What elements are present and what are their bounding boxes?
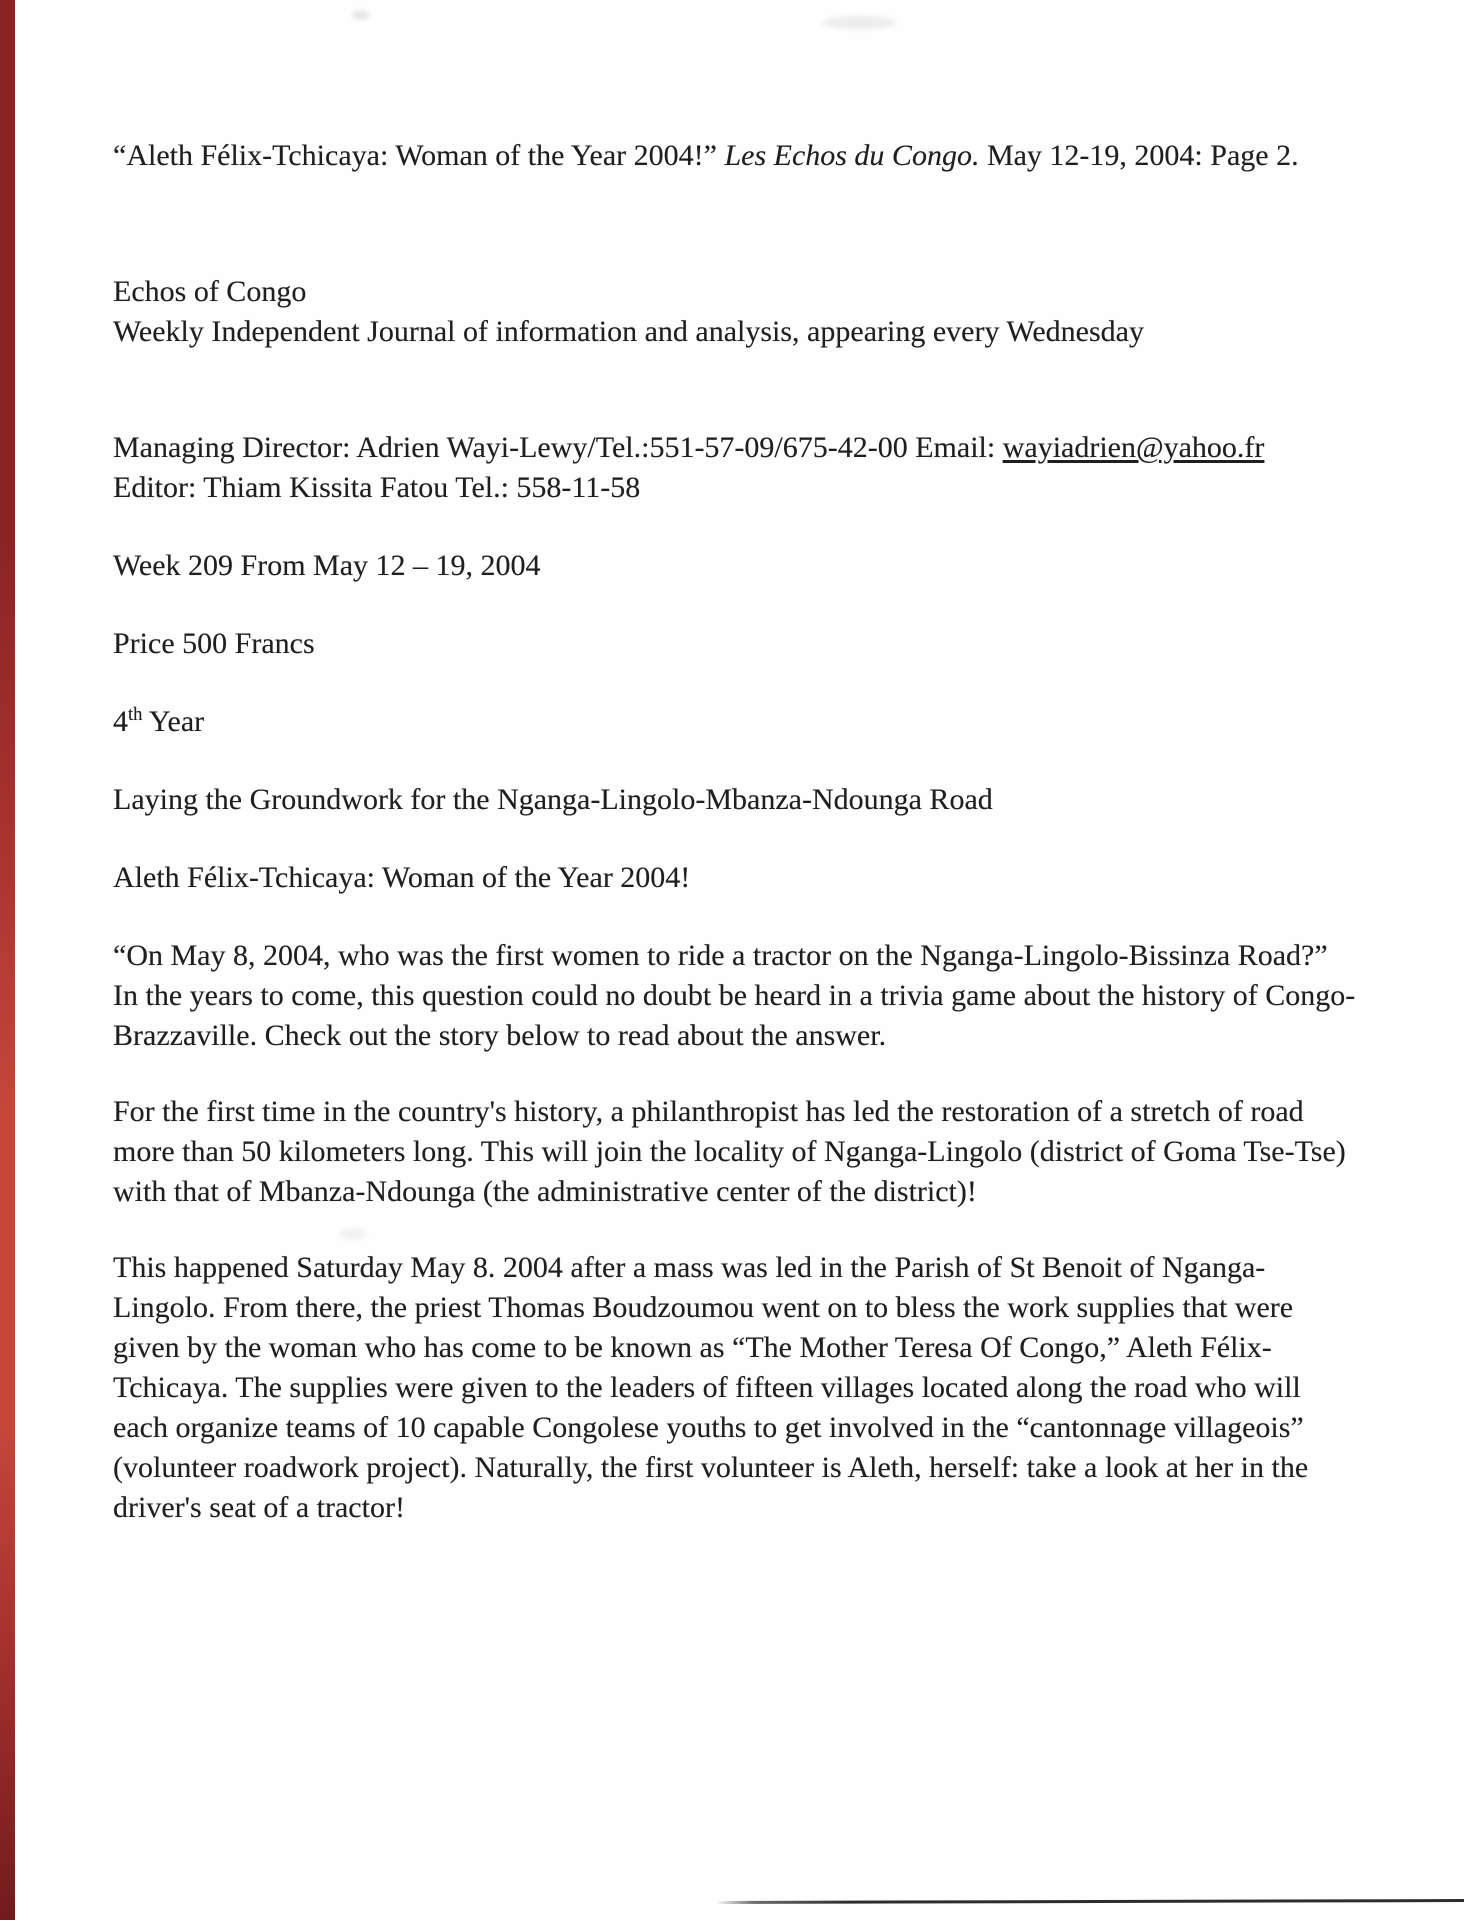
paragraph-line: Tchicaya. The supplies were given to the leaders of fifteen villages located along the road who will	[113, 1371, 1301, 1404]
citation-source-italic: Les Echos du Congo.	[724, 139, 980, 172]
managing-director-label: Managing Director: Adrien Wayi-Lewy/Tel.:551-57-09/675-42-00 Email:	[113, 431, 1003, 464]
year-word: Year	[142, 705, 205, 738]
article-paragraphs	[113, 936, 1393, 1528]
paragraph-line: given by the woman who has come to be known as “The Mother Teresa Of Congo,” Aleth Félix-	[113, 1331, 1272, 1364]
document-content	[113, 136, 1393, 1528]
road-headline: Laying the Groundwork for the Nganga-Lingolo-Mbanza-Ndounga Road	[113, 783, 993, 816]
paragraph-line: “On May 8, 2004, who was the first women to ride a tractor on the Nganga-Lingolo-Bissinza Road?”	[113, 939, 1328, 972]
citation-quoted-title: “Aleth Félix-Tchicaya: Woman of the Year 2004!”	[113, 139, 725, 172]
paragraph-line: (volunteer roadwork project). Naturally, the first volunteer is Aleth, herself: take a look at her in the	[113, 1451, 1309, 1484]
paragraph-line: This happened Saturday May 8. 2004 after a mass was led in the Parish of St Benoit of Nganga-	[113, 1251, 1266, 1284]
bottom-horizontal-rule	[716, 1899, 1464, 1904]
paragraph-line: In the years to come, this question could no doubt be heard in a trivia game about the history of Congo-	[113, 979, 1356, 1012]
scan-edge-red-strip	[0, 0, 15, 1920]
article-paragraph	[113, 936, 1393, 1056]
citation-line	[113, 136, 1393, 176]
staff-block	[113, 428, 1393, 508]
year-ordinal-suffix: th	[128, 704, 143, 725]
article-paragraph	[113, 1092, 1393, 1212]
year-line	[113, 702, 1393, 742]
masthead-block	[113, 272, 1393, 352]
citation-date-page: May 12-19, 2004: Page 2.	[979, 139, 1299, 172]
year-number: 4	[113, 705, 128, 738]
paragraph-line: Brazzaville. Check out the story below to read about the answer.	[113, 1019, 887, 1052]
masthead-tagline: Weekly Independent Journal of information and analysis, appearing every Wednesday	[113, 315, 1144, 348]
paragraph-line: more than 50 kilometers long. This will join the locality of Nganga-Lingolo (district of Goma Tse-Tse)	[113, 1135, 1346, 1168]
scan-artifact	[352, 10, 370, 20]
scan-artifact	[822, 16, 896, 29]
woman-headline: Aleth Félix-Tchicaya: Woman of the Year 2004!	[113, 861, 691, 894]
paragraph-line: each organize teams of 10 capable Congolese youths to get involved in the “cantonnage villageois”	[113, 1411, 1304, 1444]
paragraph-line: Lingolo. From there, the priest Thomas Boudzoumou went on to bless the work supplies that were	[113, 1291, 1294, 1324]
editor-line: Editor: Thiam Kissita Fatou Tel.: 558-11-58	[113, 471, 641, 504]
masthead-name: Echos of Congo	[113, 275, 307, 308]
paragraph-line: For the first time in the country's history, a philanthropist has led the restoration of a stretch of road	[113, 1095, 1304, 1128]
managing-director-line	[113, 428, 1393, 468]
paragraph-line: driver's seat of a tractor!	[113, 1491, 405, 1524]
paragraph-line: with that of Mbanza-Ndounga (the administrative center of the district)!	[113, 1175, 977, 1208]
price-line: Price 500 Francs	[113, 627, 315, 660]
article-paragraph	[113, 1248, 1393, 1528]
managing-director-email-link: wayiadrien@yahoo.fr	[1002, 431, 1265, 464]
week-line: Week 209 From May 12 – 19, 2004	[113, 549, 541, 582]
